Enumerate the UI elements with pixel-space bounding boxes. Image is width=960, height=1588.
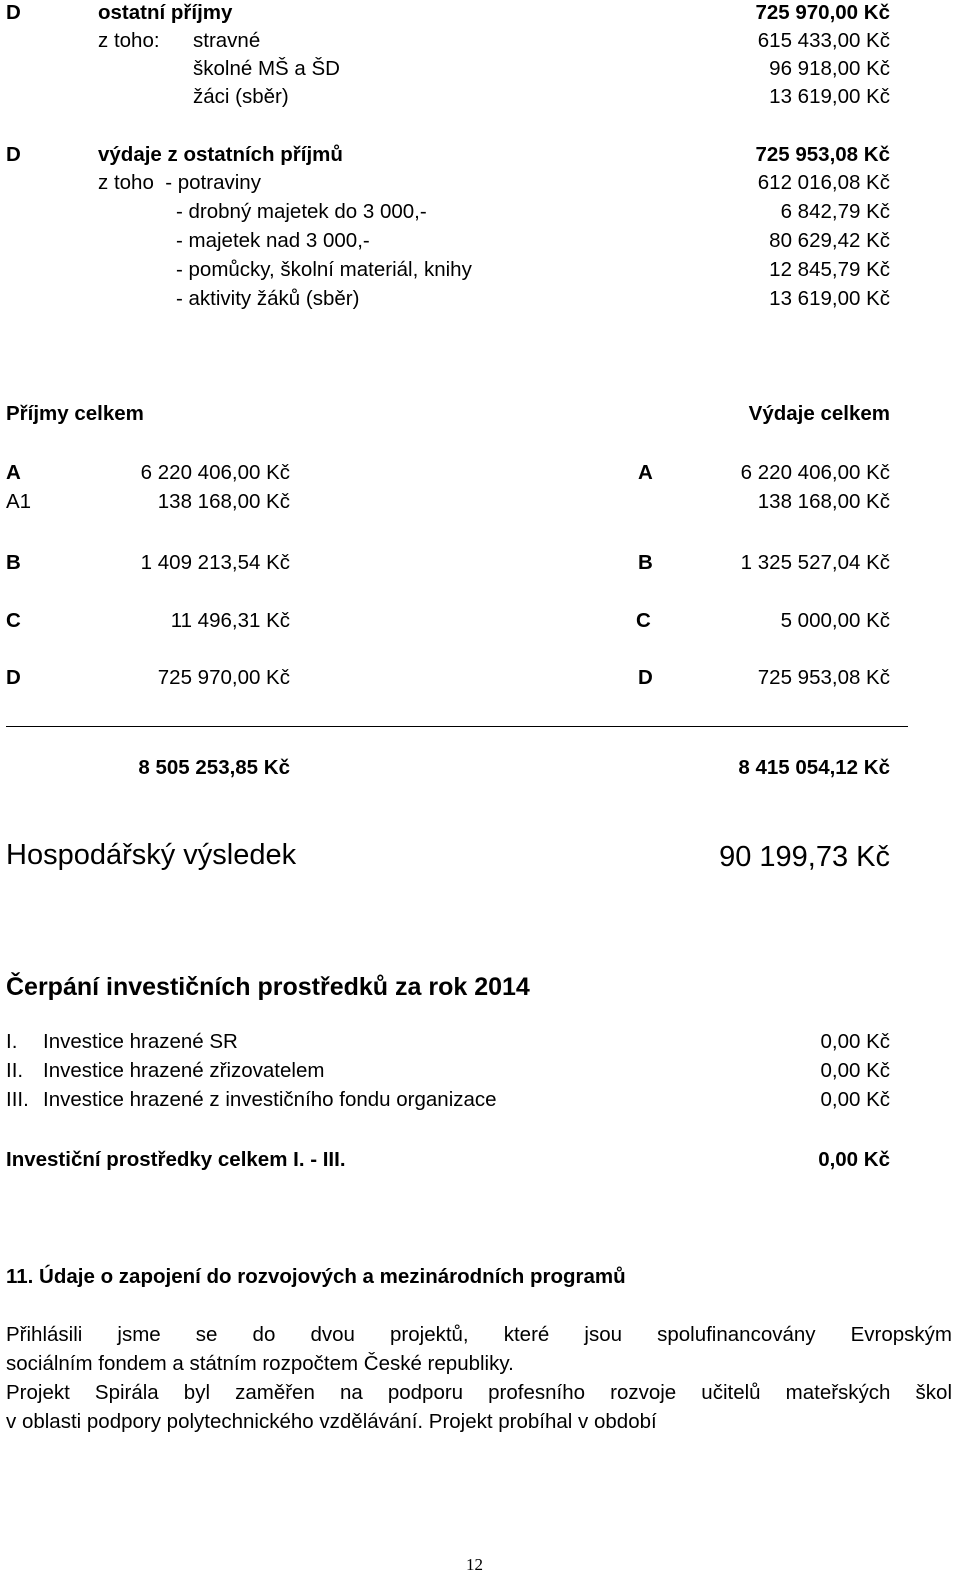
section11-heading: 11. Údaje o zapojení do rozvojových a mezinárodních programů [6, 1265, 626, 1288]
income-value: 11 496,31 Kč [170, 609, 290, 632]
item-value: 80 629,42 Kč [769, 229, 890, 252]
paragraph-line: Přihlásili jsme se do dvou projektů, které jsou spolufinancovány Evropským [6, 1323, 952, 1346]
income-letter: D [6, 666, 21, 689]
investice-value: 0,00 Kč [820, 1059, 890, 1082]
investice-label: Investice hrazené SR [43, 1030, 238, 1053]
investice-num: I. [6, 1030, 18, 1053]
paragraph-line: sociálním fondem a státním rozpočtem České republiky. [6, 1352, 514, 1375]
totals-divider [6, 726, 908, 727]
income-letter: A1 [6, 490, 32, 513]
income-value: 6 220 406,00 Kč [140, 461, 290, 484]
item-value: 12 845,79 Kč [769, 258, 890, 281]
item-label: z toho - potraviny [98, 171, 261, 194]
expense-value: 6 220 406,00 Kč [740, 461, 890, 484]
income-letter: A [6, 461, 21, 484]
item-label: žáci (sběr) [193, 85, 289, 108]
income-total: 8 505 253,85 Kč [138, 756, 290, 779]
income-value: 138 168,00 Kč [157, 490, 290, 513]
paragraph-line: v oblasti podpory polytechnického vzdělávání. Projekt probíhal v období [6, 1410, 657, 1433]
item-label: stravné [193, 29, 261, 52]
section-title: ostatní příjmy [98, 1, 233, 24]
investice-total-value: 0,00 Kč [818, 1148, 890, 1171]
item-value: 612 016,08 Kč [757, 171, 890, 194]
item-label: - pomůcky, školní materiál, knihy [176, 258, 472, 281]
item-value: 615 433,00 Kč [757, 29, 890, 52]
item-value: 6 842,79 Kč [780, 200, 890, 223]
result-label: Hospodářský výsledek [6, 839, 297, 871]
section-total: 725 970,00 Kč [755, 1, 890, 24]
item-value: 13 619,00 Kč [769, 85, 890, 108]
expense-letter: D [638, 666, 653, 689]
section-letter: D [6, 143, 21, 166]
income-value: 725 970,00 Kč [157, 666, 290, 689]
income-letter: B [6, 551, 21, 574]
expense-value: 1 325 527,04 Kč [740, 551, 890, 574]
income-value: 1 409 213,54 Kč [140, 551, 290, 574]
item-value: 96 918,00 Kč [769, 57, 890, 80]
income-heading: Příjmy celkem [6, 402, 144, 425]
investice-heading: Čerpání investičních prostředků za rok 2014 [6, 973, 530, 1001]
item-label: - majetek nad 3 000,- [176, 229, 370, 252]
page-number: 12 [466, 1555, 483, 1574]
section-letter: D [6, 1, 21, 24]
paragraph-line: Projekt Spirála byl zaměřen na podporu profesního rozvoje učitelů mateřských škol [6, 1381, 952, 1404]
expense-total: 8 415 054,12 Kč [738, 756, 890, 779]
investice-num: III. [6, 1088, 29, 1111]
expense-value: 725 953,08 Kč [757, 666, 890, 689]
investice-value: 0,00 Kč [820, 1088, 890, 1111]
item-value: 13 619,00 Kč [769, 287, 890, 310]
item-label: - drobný majetek do 3 000,- [176, 200, 427, 223]
z-toho-label: z toho: [98, 29, 160, 52]
result-value: 90 199,73 Kč [719, 841, 890, 873]
section-title: výdaje z ostatních příjmů [98, 143, 343, 166]
investice-value: 0,00 Kč [820, 1030, 890, 1053]
investice-num: II. [6, 1059, 24, 1082]
expense-letter: C [636, 609, 651, 632]
investice-label: Investice hrazené zřizovatelem [43, 1059, 325, 1082]
expense-heading: Výdaje celkem [748, 402, 890, 425]
investice-label: Investice hrazené z investičního fondu organizace [43, 1088, 497, 1111]
item-label: školné MŠ a ŠD [193, 57, 340, 80]
income-letter: C [6, 609, 21, 632]
investice-total-label: Investiční prostředky celkem I. - III. [6, 1148, 346, 1171]
expense-value: 5 000,00 Kč [780, 609, 890, 632]
section-total: 725 953,08 Kč [755, 143, 890, 166]
expense-value: 138 168,00 Kč [757, 490, 890, 513]
item-label: - aktivity žáků (sběr) [176, 287, 360, 310]
expense-letter: B [638, 551, 653, 574]
expense-letter: A [638, 461, 653, 484]
